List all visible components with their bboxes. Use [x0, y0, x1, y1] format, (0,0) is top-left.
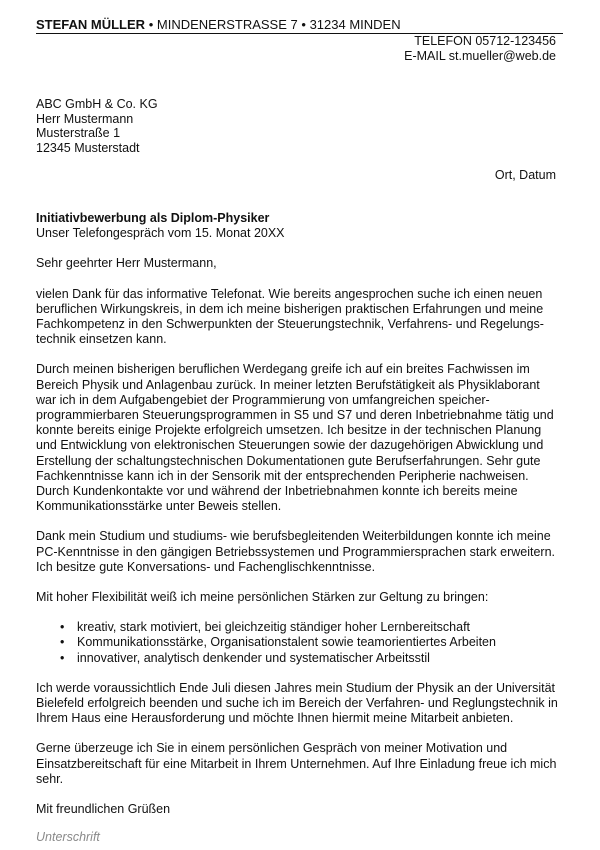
recipient-company: ABC GmbH & Co. KG: [36, 97, 158, 111]
paragraph: Dank mein Studium und studiums- wie berufsbegleitenden Weiterbildungen konnte ich meine PC-Kenntnisse in den gängigen Betriebssystemen und Programmiersprachen stark erweitern. Ich besitze gute Konversations- und Fachenglischkenntnisse.: [36, 529, 556, 574]
subject-reference: Unser Telefongespräch vom 15. Monat 20XX: [36, 226, 285, 241]
bullet-icon: •: [60, 650, 65, 665]
sender-header: [36, 17, 563, 34]
list-item: [60, 635, 560, 650]
list-item-text: Kommunikationsstärke, Organisationstalent sowie teamorientiertes Arbeiten: [77, 635, 496, 650]
salutation: Sehr geehrter Herr Mustermann,: [36, 256, 217, 271]
paragraph: Mit hoher Flexibilität weiß ich meine persönlichen Stärken zur Geltung zu bringen:: [36, 590, 489, 605]
list-item: [60, 651, 560, 666]
sender-name: STEFAN MÜLLER: [36, 17, 146, 32]
sender-city: 31234 MINDEN: [309, 17, 401, 32]
recipient-address: [36, 97, 158, 155]
sender-contact: [404, 34, 556, 64]
header-separator: •: [148, 17, 154, 32]
recipient-person: Herr Mustermann: [36, 111, 134, 126]
paragraph: Gerne überzeuge ich Sie in einem persönlichen Gespräch von meiner Motivation und Einsatzbereitschaft für eine Mitarbeit in Ihrem Unternehmen. Auf Ihre Einladung freue ich mich sehr.: [36, 741, 557, 786]
strengths-list: [36, 620, 560, 666]
list-item-text: innovativer, analytisch denkender und systematischer Arbeitsstil: [77, 650, 430, 665]
bullet-icon: •: [60, 635, 65, 650]
header-separator: •: [301, 17, 306, 32]
subject-line: Initiativbewerbung als Diplom-Physiker: [36, 211, 270, 225]
paragraph: Durch meinen bisherigen beruflichen Werdegang greife ich auf ein breites Fachwissen im Bereich Physik und Anlagenbau zurück. In meiner letzten Berufstätigkeit als Physiklaborant war ich in dem Aufgabengebiet der Programmierung von umfangreichen speicher-programmierbaren Steuerungsprogrammen in S5 und S7 und deren Inbetriebnahme tätig und konnte bereits einige Projekte erfolgreich umsetzen. Ich besitze in der technischen Planung und Entwicklung von elektronischen Steuerungen sowie der dazugehörigen Abwicklung und Erstellung der schaltungstechnischen Dokumentationen gute Berufserfahrungen. Sehr gute Fachkenntnisse kann ich in der Sensorik mit der entsprechenden Peripherie nachweisen. Durch Kundenkontakte vor und während der Inbetriebnahmen konnte ich bereits meine Kommunikationsstärke unter Beweis stellen.: [36, 362, 554, 514]
bullet-icon: •: [60, 620, 65, 635]
place-date: Ort, Datum: [494, 168, 556, 182]
letter-body: [36, 211, 560, 846]
sender-street: MINDENERSTRASSE 7: [156, 17, 298, 32]
sender-phone: TELEFON 05712-123456: [414, 34, 556, 48]
recipient-street: Musterstraße 1: [36, 126, 121, 140]
sender-email: E-MAIL st.mueller@web.de: [404, 49, 556, 63]
closing-phrase: Mit freundlichen Grüßen: [36, 802, 171, 817]
list-item-text: kreativ, stark motiviert, bei gleichzeitig ständiger hoher Lernbereitschaft: [77, 620, 471, 635]
paragraph: Ich werde voraussichtlich Ende Juli diesen Jahres mein Studium der Physik an der Universität Bielefeld erfolgreich beenden und suche ich im Bereich der Verfahren- und Reglungstechnik in Ihrem Haus eine Herausforderung und möchte Ihnen hiermit meine Mitarbeit anbieten.: [36, 680, 558, 726]
list-item: [60, 620, 560, 635]
paragraph: vielen Dank für das informative Telefonat. Wie bereits angesprochen suche ich einen neuen beruflichen Wirkungskreis, in dem ich meine bisherigen praktischen Erfahrungen und meine Fachkompetenz in den Schwerpunkten der Steuerungstechnik, Verfahrens- und Regelungs-technik einsetzen kann.: [36, 286, 544, 347]
signature-placeholder: Unterschrift: [36, 830, 100, 845]
recipient-city: 12345 Musterstadt: [36, 140, 140, 155]
